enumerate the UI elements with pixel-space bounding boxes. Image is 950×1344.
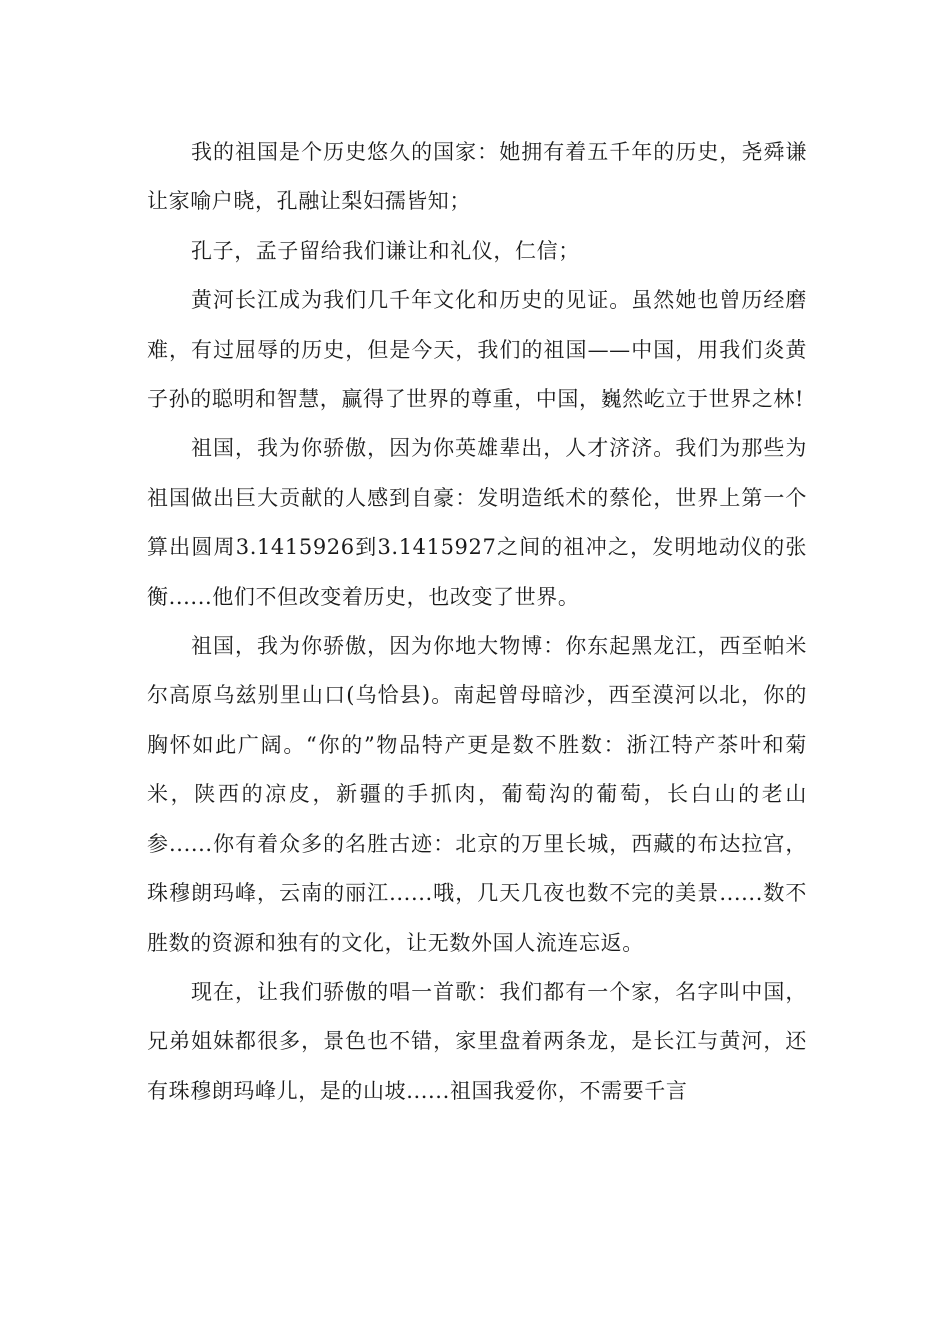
paragraph-3: 黄河长江成为我们几千年文化和历史的见证。虽然她也曾历经磨难，有过屈辱的历史，但是今天，我们的祖国——中国，用我们炎黄子孙的聪明和智慧，赢得了世界的尊重，中国，巍然屹立于世界之林!: [147, 288, 807, 412]
document-body: [147, 128, 807, 1116]
paragraph-4: 祖国，我为你骄傲，因为你英雄辈出，人才济济。我们为那些为祖国做出巨大贡献的人感到自豪：发明造纸术的蔡伦，世界上第一个算出圆周3.1415926到3.1415927之间的祖冲之，发明地动仪的张衡......他们不但改变着历史，也改变了世界。: [147, 436, 807, 609]
paragraph-6: 现在，让我们骄傲的唱一首歌：我们都有一个家，名字叫中国，兄弟姐妹都很多，景色也不错，家里盘着两条龙，是长江与黄河，还有珠穆朗玛峰儿，是的山坡......祖国我爱你，不需要千言: [147, 979, 807, 1103]
paragraph-1: 我的祖国是个历史悠久的国家：她拥有着五千年的历史，尧舜谦让家喻户晓，孔融让梨妇孺皆知；: [147, 140, 807, 214]
paragraph-2: 孔子，孟子留给我们谦让和礼仪，仁信；: [191, 238, 580, 263]
paragraph-5: 祖国，我为你骄傲，因为你地大物博：你东起黑龙江，西至帕米尔高原乌兹别里山口(乌恰县)。南起曾母暗沙，西至漠河以北，你的胸怀如此广阔。“你的”物品特产更是数不胜数：浙江特产茶叶和菊米，陕西的凉皮，新疆的手抓肉，葡萄沟的葡萄，长白山的老山参......你有着众多的名胜古迹：北京的万里长城，西藏的布达拉宫，珠穆朗玛峰，云南的丽江......哦，几天几夜也数不完的美景......数不胜数的资源和独有的文化，让无数外国人流连忘返。: [147, 634, 807, 955]
